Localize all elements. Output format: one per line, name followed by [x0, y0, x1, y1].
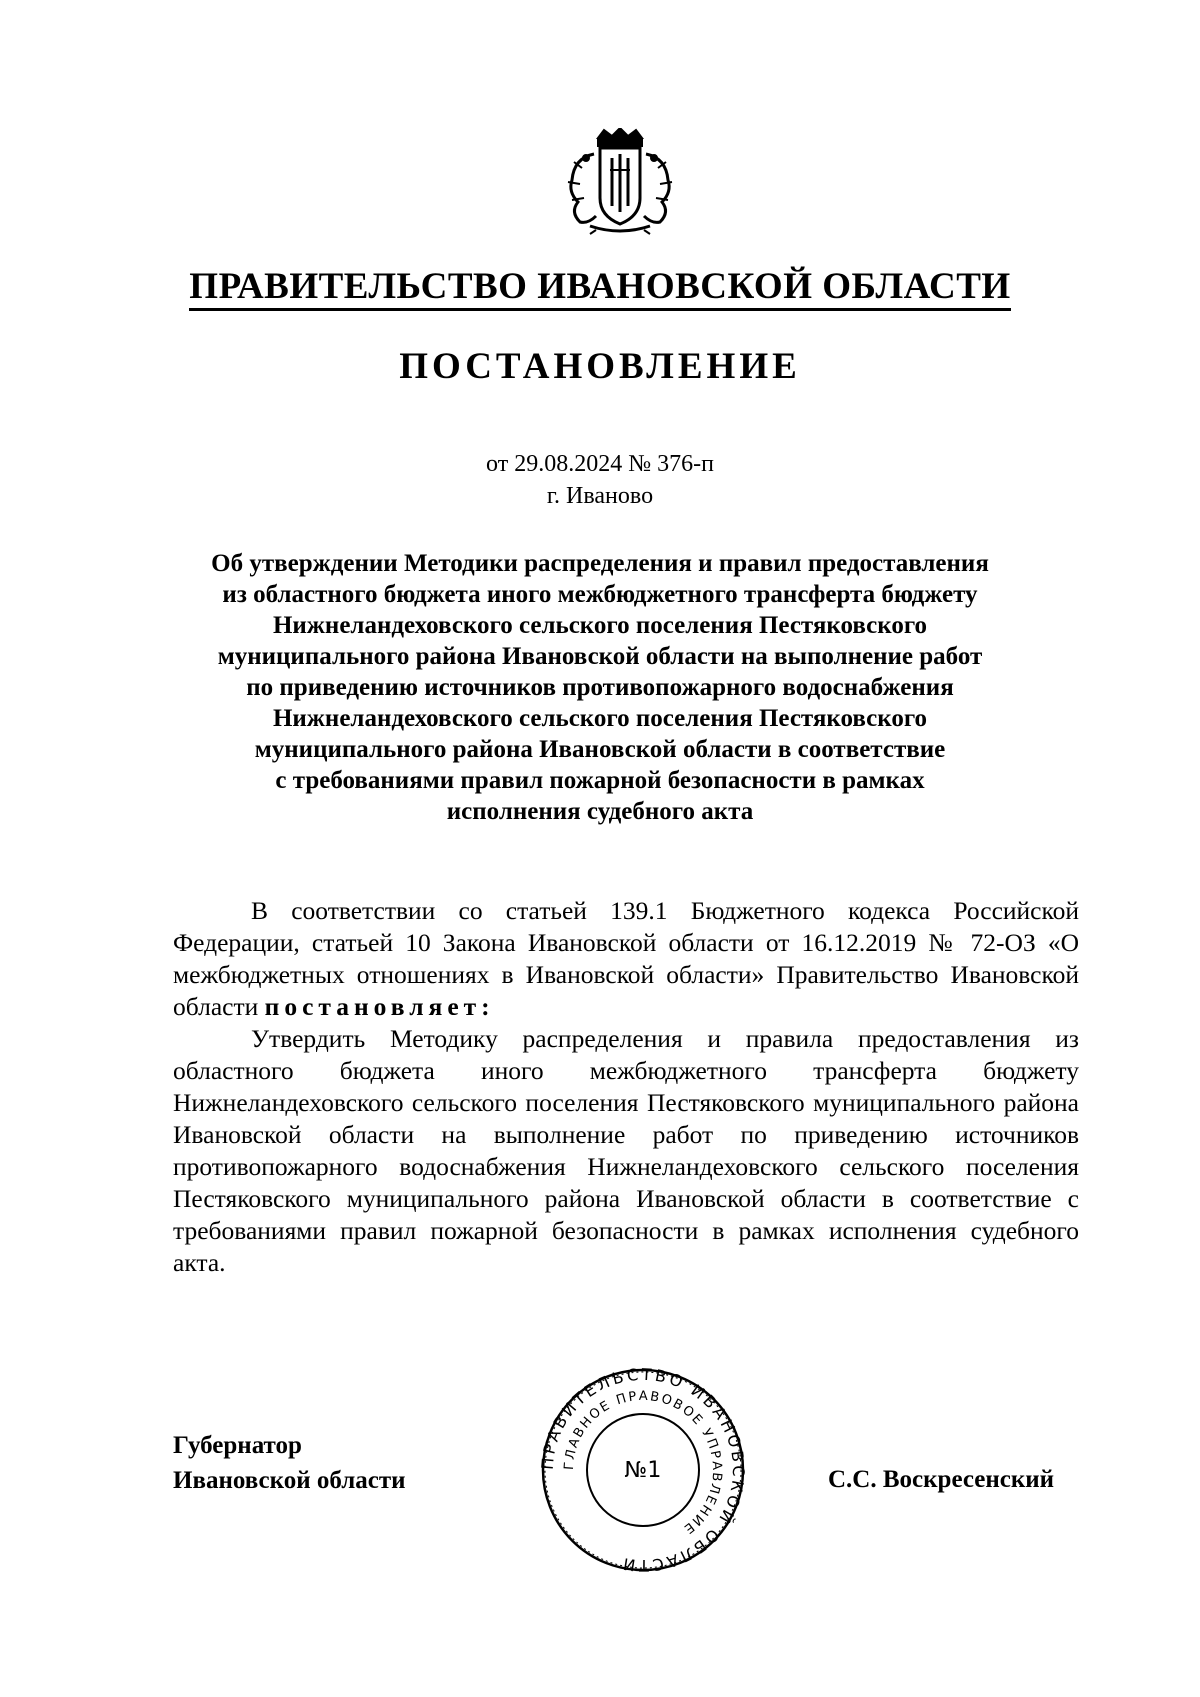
coat-of-arms-icon [560, 128, 680, 236]
signatory-title [173, 1428, 406, 1498]
government-title [0, 265, 1200, 308]
preamble-text: В соответствии со статьей 139.1 Бюджетного кодекса Российской Федерации, статьей 10 Закона Ивановской области от 16.12.2019 № 72-ОЗ «О межбюджетных отношениях в Ивановской области» Правительство Ивановской области [173, 896, 1079, 1021]
document-body [173, 895, 1079, 1279]
signatory-name: С.С. Воскресенский [828, 1466, 1055, 1493]
subject-line: муниципального района Ивановской области на выполнение работ [217, 643, 983, 670]
subject-line: Нижнеландеховского сельского поселения Пестяковского [272, 612, 928, 639]
city: г. Иваново [546, 483, 654, 509]
resolution-keyword: постановляет: [264, 992, 495, 1021]
subject-line: муниципального района Ивановской области в соответствие [254, 736, 946, 763]
subject-line: из областного бюджета иного межбюджетного трансферта бюджету [222, 581, 978, 608]
round-seal-icon [538, 1365, 748, 1575]
subject-line: Нижнеландеховского сельского поселения Пестяковского [272, 705, 928, 732]
document-meta [0, 448, 1200, 512]
seal-center-text: №1 [624, 1458, 662, 1483]
subject-line: по приведению источников противопожарного водоснабжения [246, 674, 954, 701]
government-title-text: ПРАВИТЕЛЬСТВО ИВАНОВСКОЙ ОБЛАСТИ [189, 266, 1010, 311]
body-paragraph-preamble [173, 895, 1079, 1023]
signatory-title-line: Ивановской области [173, 1467, 406, 1494]
subject-line: исполнения судебного акта [446, 798, 754, 825]
subject-line: Об утверждении Методики распределения и правил предоставления [211, 550, 989, 577]
date-number: от 29.08.2024 № 376-п [486, 451, 714, 477]
document-type-title: ПОСТАНОВЛЕНИЕ [399, 346, 801, 387]
body-paragraph-resolution: Утвердить Методику распределения и правила предоставления из областного бюджета иного межбюджетного трансферта бюджету Нижнеландеховского сельского поселения Пестяковского муниципального района Ивановской области на выполнение работ по приведению источников противопожарного водоснабжения Нижнеландеховского сельского поселения Пестяковского муниципального района Ивановской области в соответствие с требованиями правил пожарной безопасности в рамках исполнения судебного акта. [173, 1024, 1079, 1277]
document-subject [150, 548, 1050, 827]
subject-line: с требованиями правил пожарной безопасности в рамках [275, 767, 925, 794]
seal-inner-text: ГЛАВНОЕ ПРАВОВОЕ УПРАВЛЕНИЕ [561, 1388, 725, 1538]
seal-outer-text: ПРАВИТЕЛЬСТВО ИВАНОВСКОЙ ОБЛАСТИ [538, 1365, 748, 1575]
signatory-title-line: Губернатор [173, 1432, 302, 1459]
